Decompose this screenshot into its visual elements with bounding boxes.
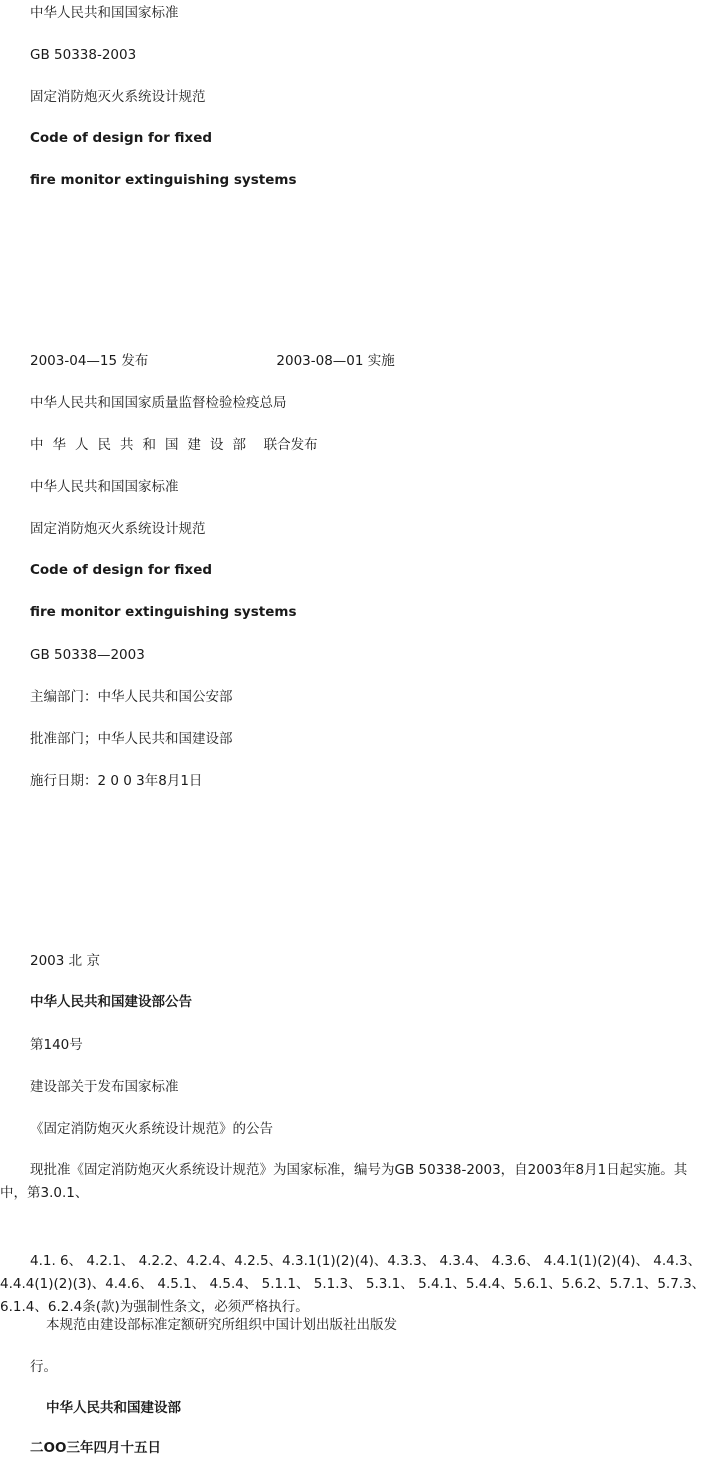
joint-issue: 联合发布 [263, 437, 318, 453]
title-en-2: fire monitor extinguishing systems [30, 604, 297, 620]
publication-place: 2003 北 京 [30, 953, 100, 969]
announcement-subject-1: 建设部关于发布国家标准 [30, 1079, 179, 1095]
announcement-number: 第140号 [30, 1037, 83, 1053]
cover-title-en-1: Code of design for fixed [30, 130, 213, 146]
announcement-body-4: 行。 [30, 1359, 57, 1375]
announcement-subject-2: 《固定消防炮灭火系统设计规范》的公告 [30, 1121, 273, 1137]
signer: 中华人民共和国建设部 [46, 1400, 181, 1416]
announcement-body-1: 现批准《固定消防炮灭火系统设计规范》为国家标准，编号为GB 50338-2003，自2003年8月1日起实施。其中，第3.0.1、 [0, 1162, 688, 1201]
issuer-moc-name: 中华人民共和国建设部 [30, 437, 255, 453]
cover-title-en-2: fire monitor extinguishing systems [30, 172, 297, 188]
announcement-body-2: 4.1. 6、 4.2.1、 4.2.2、4.2.4、4.2.5、4.3.1(1)(2)(4)、4.3.3、 4.3.4、 4.3.6、 4.4.1(1)(2)(4)、 4.4.3、 4.4.4(1)(2)(3)、4.4.6、 4.5.1、 4.5.4、 5.1.1、 5.1.3、 5.3.1、 5.4.1、5.4.4、5.6.1、5.6.2、5.7.1、5.7.3、6.1.4、6.2.4条(款)为强制性条文，必须严格执行。 [0, 1253, 706, 1315]
title-en-1: Code of design for fixed [30, 562, 213, 578]
approver-department: 批准部门；中华人民共和国建设部 [30, 731, 233, 747]
title-standard-type: 中华人民共和国国家标准 [30, 479, 179, 495]
issuer-moc [30, 436, 318, 454]
implementation-date: 2003-08—01 实施 [276, 353, 395, 369]
editor-department: 主编部门：中华人民共和国公安部 [30, 689, 233, 705]
effective-date: 施行日期：2 0 0 3年8月1日 [30, 773, 203, 789]
announcement-heading: 中华人民共和国建设部公告 [30, 994, 192, 1010]
issue-date: 2003-04—15 发布 [30, 353, 149, 369]
signing-date: 二OO三年四月十五日 [30, 1440, 161, 1456]
announcement-body-3: 本规范由建设部标准定额研究所组织中国计划出版社出版发 [46, 1317, 397, 1333]
title-cn: 固定消防炮灭火系统设计规范 [30, 521, 206, 537]
cover-standard-type: 中华人民共和国国家标准 [30, 5, 179, 21]
issue-dates [30, 352, 395, 370]
cover-title-cn: 固定消防炮灭火系统设计规范 [30, 89, 206, 105]
title-code: GB 50338—2003 [30, 647, 145, 663]
issuer-aqsiq: 中华人民共和国国家质量监督检验检疫总局 [30, 395, 287, 411]
cover-code: GB 50338-2003 [30, 47, 137, 63]
